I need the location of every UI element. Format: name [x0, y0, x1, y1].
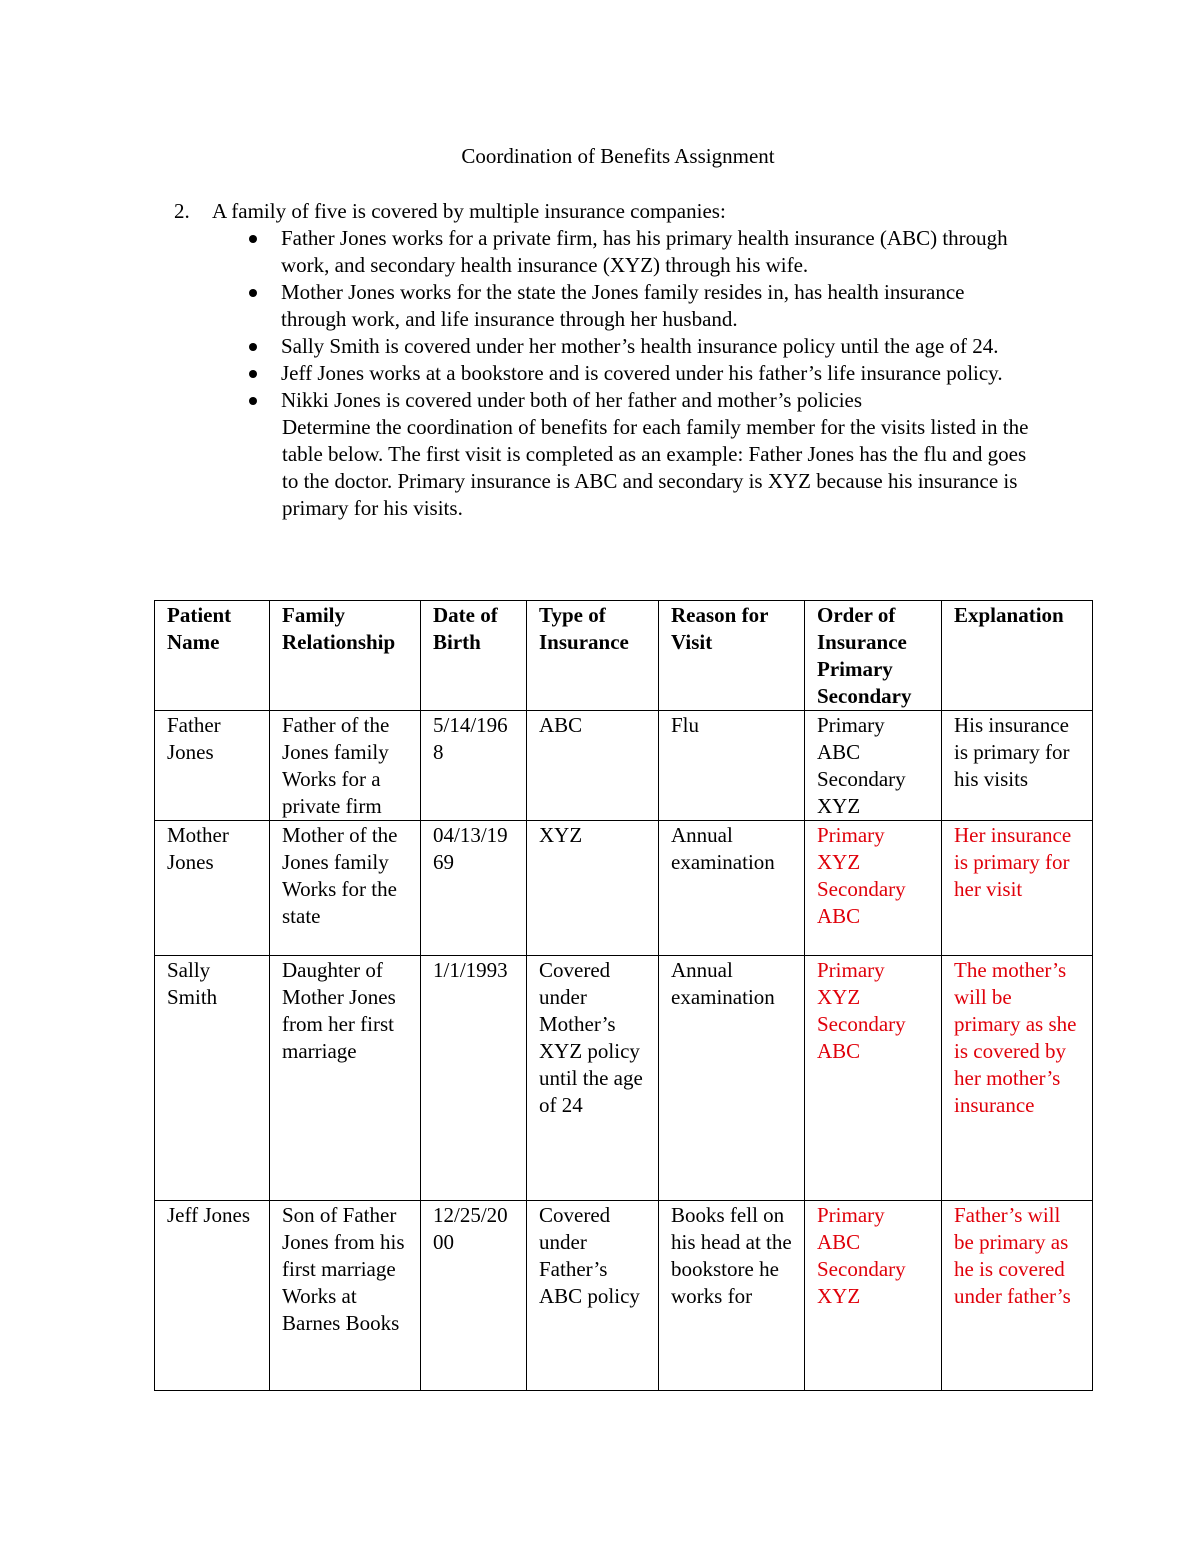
cell-dob: 12/25/2000	[421, 1201, 527, 1391]
cell-dob: 1/1/1993	[421, 956, 527, 1201]
benefits-table	[154, 600, 1093, 1391]
cell-reason: Annual examination	[659, 821, 805, 956]
cell-insurance: Covered under Mother’s XYZ policy until the age of 24	[527, 956, 659, 1201]
cell-explanation: His insurance is primary for his visits	[942, 711, 1093, 821]
question-text: A family of five is covered by multiple insurance companies:	[212, 199, 726, 223]
header-type-of-insurance: Type of Insurance	[527, 601, 659, 711]
header-order-of-insurance: Order of Insurance Primary Secondary	[805, 601, 942, 711]
table-row	[155, 711, 1093, 821]
header-explanation: Explanation	[942, 601, 1093, 711]
cell-explanation: Father’s will be primary as he is covered under father’s	[942, 1201, 1093, 1391]
bullet-item	[281, 360, 1031, 387]
bullet-text: Sally Smith is covered under her mother’s health insurance policy until the age of 24.	[281, 334, 999, 358]
cell-relationship: Daughter of Mother Jones from her first marriage	[270, 956, 421, 1201]
bullet-item	[281, 225, 1031, 279]
bullet-icon	[249, 289, 257, 297]
bullet-icon	[249, 370, 257, 378]
table-row	[155, 956, 1093, 1201]
bullet-item	[281, 333, 1031, 360]
cell-dob: 04/13/1969	[421, 821, 527, 956]
bullet-icon	[249, 235, 257, 243]
header-patient-name: Patient Name	[155, 601, 270, 711]
cell-explanation: The mother’s will be primary as she is covered by her mother’s insurance	[942, 956, 1093, 1201]
question-line	[174, 198, 1094, 225]
header-family-relationship: Family Relationship	[270, 601, 421, 711]
bullet-text: Jeff Jones works at a bookstore and is covered under his father’s life insurance policy.	[281, 361, 1003, 385]
cell-reason: Books fell on his head at the bookstore he works for	[659, 1201, 805, 1391]
table-row	[155, 821, 1093, 956]
table-row	[155, 1201, 1093, 1391]
cell-explanation: Her insurance is primary for her visit	[942, 821, 1093, 956]
document-title: Coordination of Benefits Assignment	[461, 144, 775, 168]
bullet-list	[138, 225, 1058, 414]
cell-insurance: Covered under Father’s ABC policy	[527, 1201, 659, 1391]
bullet-item	[281, 387, 1031, 414]
cell-patient: Mother Jones	[155, 821, 270, 956]
table-header-row	[155, 601, 1093, 711]
instructions: Determine the coordination of benefits for each family member for the visits listed in the table below. The first visit is completed as an example: Father Jones has the flu and goes to the doctor. Primary insurance is ABC and secondary is XYZ because his insurance is primary for his visits.	[282, 415, 1029, 520]
cell-patient: Father Jones	[155, 711, 270, 821]
header-reason-for-visit: Reason for Visit	[659, 601, 805, 711]
cell-order: Primary ABC Secondary XYZ	[805, 711, 942, 821]
header-date-of-birth: Date of Birth	[421, 601, 527, 711]
cell-insurance: XYZ	[527, 821, 659, 956]
cell-relationship: Father of the Jones family Works for a private firm	[270, 711, 421, 821]
cell-order: Primary ABC Secondary XYZ	[805, 1201, 942, 1391]
bullet-text: Father Jones works for a private firm, has his primary health insurance (ABC) through work, and secondary health insurance (XYZ) through his wife.	[281, 226, 1008, 277]
question-number: 2.	[174, 199, 190, 223]
cell-reason: Flu	[659, 711, 805, 821]
cell-relationship: Son of Father Jones from his first marriage Works at Barnes Books	[270, 1201, 421, 1391]
cell-relationship: Mother of the Jones family Works for the state	[270, 821, 421, 956]
cell-patient: Sally Smith	[155, 956, 270, 1201]
cell-order: Primary XYZ Secondary ABC	[805, 821, 942, 956]
question-block	[174, 198, 1094, 522]
bullet-text: Nikki Jones is covered under both of her father and mother’s policies	[281, 388, 863, 412]
bullet-icon	[249, 343, 257, 351]
cell-order: Primary XYZ Secondary ABC	[805, 956, 942, 1201]
bullet-icon	[249, 397, 257, 405]
cell-insurance: ABC	[527, 711, 659, 821]
bullet-item	[281, 279, 1031, 333]
bullet-text: Mother Jones works for the state the Jones family resides in, has health insurance through work, and life insurance through her husband.	[281, 280, 965, 331]
cell-patient: Jeff Jones	[155, 1201, 270, 1391]
cell-reason: Annual examination	[659, 956, 805, 1201]
cell-dob: 5/14/1968	[421, 711, 527, 821]
